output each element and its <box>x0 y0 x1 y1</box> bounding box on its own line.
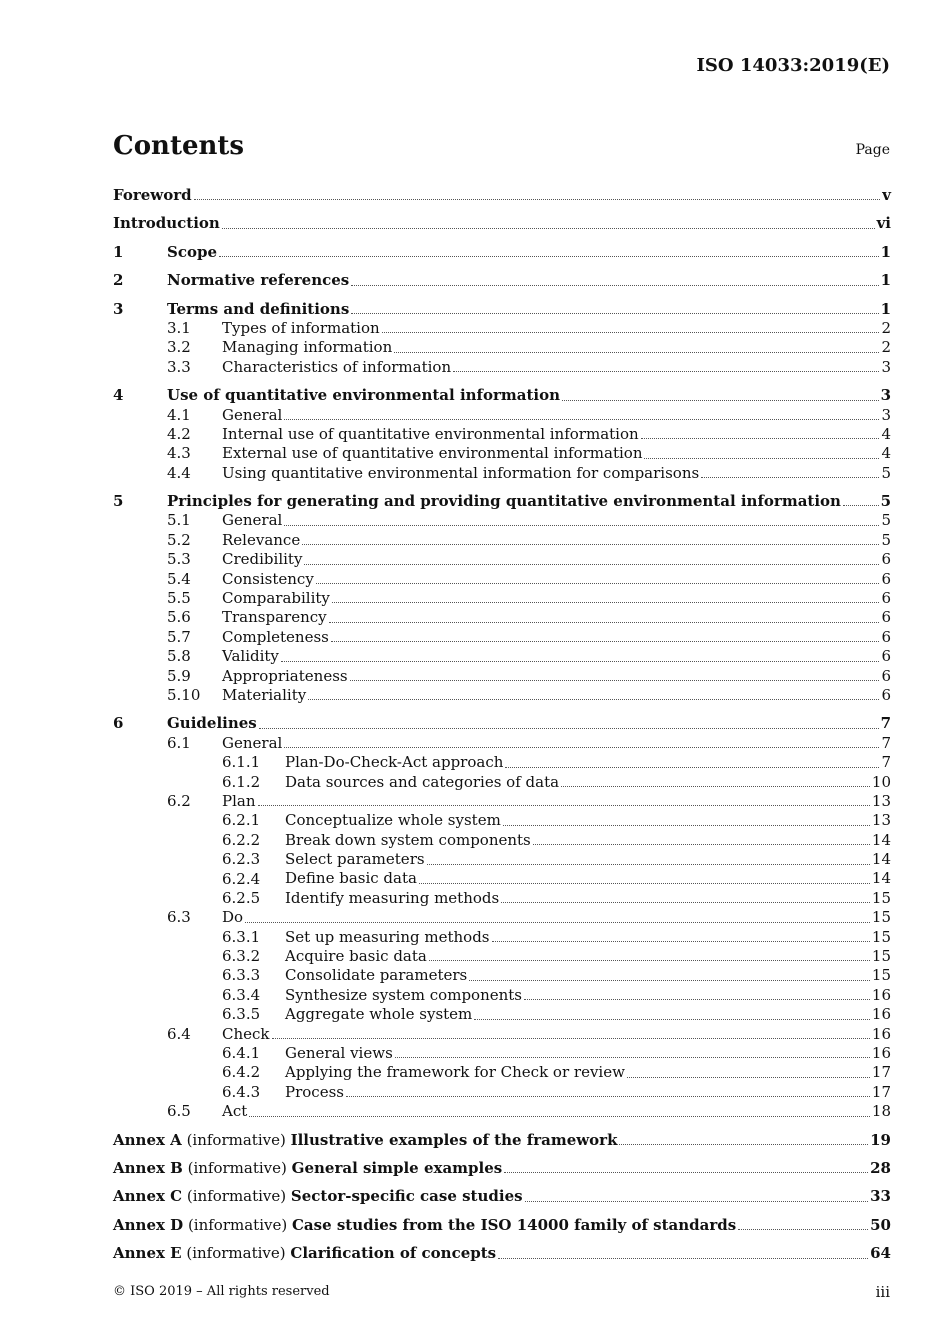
dot-leader <box>222 228 875 229</box>
toc-entry-number: 1 <box>113 242 124 261</box>
dot-leader <box>272 1038 870 1039</box>
toc-entry[interactable] <box>113 753 891 772</box>
toc-entry-page: 14 <box>871 869 891 888</box>
toc-entry-page: 15 <box>871 947 891 966</box>
toc-entry-number: 5.7 <box>167 627 191 646</box>
toc-entry-number: 6.5 <box>167 1102 191 1121</box>
toc-entry-page: 6 <box>881 666 891 685</box>
toc-entry-title: Transparency <box>222 608 327 627</box>
toc-entry-page: 19 <box>870 1130 891 1149</box>
dot-leader <box>561 786 870 787</box>
toc-entry-number: 5.1 <box>167 511 191 530</box>
toc-entry-title: Acquire basic data <box>285 947 427 966</box>
toc-entry-title: Consistency <box>222 569 314 588</box>
toc-entry-title: Applying the framework for Check or review <box>285 1063 625 1082</box>
toc-entry-page: 6 <box>881 685 891 704</box>
dot-leader <box>627 1077 870 1078</box>
toc-entry[interactable] <box>113 1159 891 1178</box>
toc-entry-page: 16 <box>871 985 891 1004</box>
toc-entry[interactable] <box>113 1005 891 1024</box>
toc-entry[interactable] <box>113 928 891 947</box>
dot-leader <box>284 525 879 526</box>
dot-leader <box>701 477 879 478</box>
toc-entry-number: 6.2 <box>167 791 191 810</box>
toc-entry[interactable] <box>113 1131 891 1150</box>
toc-entry-page: 6 <box>881 550 891 569</box>
toc-entry-page: 16 <box>871 1044 891 1062</box>
toc-entry-number: 5.4 <box>167 569 191 588</box>
toc-entry-title: Relevance <box>222 530 301 549</box>
toc-entry-number: 6.3.5 <box>222 1005 261 1024</box>
toc-entry-number: 2 <box>113 271 124 290</box>
toc-entry-number: 4.3 <box>167 444 191 463</box>
toc-entry-title: Principles for generating and providing quantitative environmental information <box>167 492 841 511</box>
toc-entry-page: 10 <box>871 772 891 791</box>
toc-entry-title: Consolidate parameters <box>285 966 468 985</box>
toc-entry-page: 33 <box>870 1187 891 1206</box>
toc-entry-number: 6.3.3 <box>222 966 261 985</box>
toc-entry-page: 15 <box>871 927 891 946</box>
toc-entry-page: 17 <box>871 1082 891 1101</box>
annex-label: Annex E <box>113 1244 182 1263</box>
dot-leader <box>504 1172 868 1173</box>
toc-entry-number: 5.2 <box>167 530 191 549</box>
toc-entry[interactable] <box>113 1216 891 1235</box>
annex-title: Clarification of concepts <box>290 1244 497 1263</box>
toc-entry[interactable] <box>113 214 891 233</box>
dot-leader <box>419 883 870 884</box>
dot-leader <box>498 1258 868 1259</box>
dot-leader <box>219 256 879 257</box>
toc-entry-number: 6.2.3 <box>222 850 261 869</box>
dot-leader <box>194 199 881 200</box>
toc-entry-title <box>113 1159 502 1178</box>
toc-entry[interactable] <box>113 338 891 357</box>
annex-informative-tag: (informative) <box>182 1158 292 1177</box>
toc-entry-number: 6.3.1 <box>222 927 261 946</box>
dot-leader <box>501 902 870 903</box>
toc-entry-page: 16 <box>871 1005 891 1024</box>
toc-entry-title <box>113 1244 496 1263</box>
toc-entry-title: General <box>222 733 283 752</box>
dot-leader <box>644 458 879 459</box>
page-number: iii <box>875 1283 890 1301</box>
toc-entry[interactable] <box>113 608 891 627</box>
dot-leader <box>619 1144 868 1145</box>
dot-leader <box>492 941 870 942</box>
dot-leader <box>316 583 880 584</box>
toc-entry[interactable] <box>113 811 891 830</box>
toc-entry-title: Credibility <box>222 550 303 569</box>
toc-entry-title: Conceptualize whole system <box>285 811 501 830</box>
dot-leader <box>429 960 870 961</box>
toc-entry-title: Characteristics of information <box>222 357 452 376</box>
table-of-contents <box>113 186 891 1264</box>
toc-entry-page: 4 <box>881 444 891 463</box>
toc-entry-title <box>113 1216 736 1235</box>
dot-leader <box>351 313 878 314</box>
toc-entry-number: 6.2.5 <box>222 888 261 907</box>
toc-entry-title: Plan <box>222 791 256 810</box>
toc-entry-number: 4.1 <box>167 405 191 424</box>
dot-leader <box>382 332 880 333</box>
toc-entry-title: Do <box>222 908 244 927</box>
dot-leader <box>351 285 878 286</box>
toc-entry[interactable] <box>113 647 891 666</box>
toc-entry-title: Materiality <box>222 685 307 704</box>
toc-entry[interactable] <box>113 966 891 985</box>
dot-leader <box>843 505 879 506</box>
annex-title: Illustrative examples of the framework <box>290 1130 618 1149</box>
toc-entry[interactable] <box>113 1244 891 1263</box>
dot-leader <box>505 767 879 768</box>
toc-entry[interactable] <box>113 511 891 530</box>
toc-entry-number: 6.3.2 <box>222 947 261 966</box>
toc-entry[interactable] <box>113 531 891 550</box>
toc-entry-page: 13 <box>871 811 891 830</box>
dot-leader <box>308 699 879 700</box>
dot-leader <box>533 844 870 845</box>
toc-entry-number: 5.10 <box>167 685 201 704</box>
toc-entry-number: 6.2.2 <box>222 830 261 849</box>
toc-entry-number: 6 <box>113 714 124 733</box>
toc-entry-number: 5 <box>113 492 124 511</box>
toc-entry[interactable] <box>113 908 891 927</box>
annex-label: Annex C <box>113 1187 183 1206</box>
toc-entry-title: Set up measuring methods <box>285 927 490 946</box>
toc-entry-page: 1 <box>880 299 891 318</box>
dot-leader <box>738 1229 868 1230</box>
toc-entry-page: 6 <box>881 608 891 627</box>
toc-entry[interactable] <box>113 1102 891 1121</box>
dot-leader <box>641 438 880 439</box>
toc-entry-page: 6 <box>881 569 891 588</box>
toc-entry[interactable] <box>113 1063 891 1082</box>
annex-title: Case studies from the ISO 14000 family of standards <box>291 1215 737 1234</box>
toc-entry[interactable] <box>113 792 891 811</box>
toc-entry-title: Foreword <box>113 185 192 204</box>
dot-leader <box>350 680 880 681</box>
toc-entry-number: 6.4.1 <box>222 1044 261 1063</box>
toc-entry-title: Introduction <box>113 214 220 233</box>
toc-entry-number: 5.8 <box>167 647 191 666</box>
toc-entry-title: Use of quantitative environmental information <box>167 386 561 405</box>
toc-entry-number: 6.1.1 <box>222 753 261 772</box>
page-column-label: Page <box>855 142 890 158</box>
toc-entry-title: Validity <box>222 647 279 666</box>
annex-label: Annex D <box>113 1215 184 1234</box>
toc-entry-number: 6.1.2 <box>222 772 261 791</box>
page-title: Contents <box>113 131 245 161</box>
toc-entry-title: Internal use of quantitative environmental information <box>222 424 639 443</box>
toc-entry-page: vi <box>876 214 891 233</box>
toc-entry-page: 6 <box>881 627 891 646</box>
toc-entry-number: 6.3.4 <box>222 985 261 1004</box>
annex-title: Sector-specific case studies <box>290 1187 523 1206</box>
dot-leader <box>259 728 879 729</box>
toc-entry-number: 3.1 <box>167 318 191 337</box>
toc-entry-number: 4.4 <box>167 463 191 482</box>
toc-entry-title: Scope <box>167 242 218 261</box>
toc-entry-page: v <box>882 185 891 204</box>
toc-entry[interactable] <box>113 425 891 444</box>
toc-entry[interactable] <box>113 589 891 608</box>
dot-leader <box>525 1201 869 1202</box>
toc-entry-page: 18 <box>871 1102 891 1121</box>
toc-entry-page: 3 <box>881 357 891 376</box>
toc-entry[interactable] <box>113 889 891 908</box>
annex-informative-tag: (informative) <box>181 1130 291 1149</box>
toc-entry-page: 7 <box>881 733 891 752</box>
toc-entry-title: External use of quantitative environmental information <box>222 444 643 463</box>
dot-leader <box>249 1116 870 1117</box>
dot-leader <box>329 622 880 623</box>
toc-entry-title <box>113 1187 523 1206</box>
toc-entry-number: 3 <box>113 299 124 318</box>
dot-leader <box>469 980 870 981</box>
toc-entry[interactable] <box>113 1044 891 1063</box>
toc-entry-page: 1 <box>880 271 891 290</box>
dot-leader <box>524 999 870 1000</box>
toc-entry-title: Normative references <box>167 271 350 290</box>
dot-leader <box>453 371 879 372</box>
toc-entry-title: Check <box>222 1024 270 1043</box>
toc-entry-number: 6.4.3 <box>222 1082 261 1101</box>
dot-leader <box>332 602 880 603</box>
toc-entry-page: 1 <box>880 242 891 261</box>
toc-entry-page: 6 <box>881 589 891 608</box>
toc-entry-title: General <box>222 405 283 424</box>
dot-leader <box>394 352 879 353</box>
dot-leader <box>562 400 879 401</box>
toc-entry-page: 64 <box>870 1244 891 1263</box>
annex-label: Annex B <box>113 1158 183 1177</box>
toc-entry-page: 15 <box>871 888 891 907</box>
toc-entry-page: 14 <box>871 850 891 869</box>
toc-entry-number: 4.2 <box>167 424 191 443</box>
toc-entry-title: Using quantitative environmental information for comparisons <box>222 463 700 482</box>
annex-label: Annex A <box>113 1130 182 1149</box>
toc-entry[interactable] <box>113 628 891 647</box>
toc-entry-number: 6.2.4 <box>222 869 261 888</box>
toc-entry-number: 3.2 <box>167 338 191 357</box>
toc-entry-page: 15 <box>871 908 891 927</box>
toc-entry-title: Aggregate whole system <box>285 1005 473 1024</box>
toc-entry-page: 13 <box>871 791 891 810</box>
toc-entry-page: 5 <box>881 463 891 482</box>
toc-entry-page: 7 <box>881 753 891 772</box>
toc-entry-number: 5.9 <box>167 666 191 685</box>
toc-entry-page: 5 <box>881 511 891 530</box>
toc-entry-number: 5.6 <box>167 608 191 627</box>
toc-entry-title: Define basic data <box>285 869 417 888</box>
toc-entry-number: 4 <box>113 386 124 405</box>
toc-entry-title: Completeness <box>222 627 329 646</box>
annex-informative-tag: (informative) <box>181 1244 291 1263</box>
toc-entry[interactable] <box>113 986 891 1005</box>
toc-entry[interactable] <box>113 444 891 463</box>
toc-entry[interactable] <box>113 831 891 850</box>
dot-leader <box>346 1096 870 1097</box>
annex-informative-tag: (informative) <box>183 1215 292 1234</box>
toc-entry[interactable] <box>113 271 891 290</box>
toc-entry-title: Terms and definitions <box>167 299 350 318</box>
annex-title: General simple examples <box>291 1158 503 1177</box>
toc-entry[interactable] <box>113 714 891 733</box>
toc-entry-number: 5.5 <box>167 589 191 608</box>
dot-leader <box>503 825 870 826</box>
toc-entry[interactable] <box>113 300 891 319</box>
toc-entry-title: Break down system components <box>285 830 531 849</box>
toc-entry-number: 3.3 <box>167 357 191 376</box>
toc-entry[interactable] <box>113 1025 891 1044</box>
toc-entry-page: 6 <box>881 647 891 666</box>
toc-entry[interactable] <box>113 186 891 205</box>
toc-entry[interactable] <box>113 1187 891 1206</box>
dot-leader <box>331 641 880 642</box>
toc-entry[interactable] <box>113 850 891 869</box>
toc-entry-title: Appropriateness <box>222 666 348 685</box>
toc-entry-title: Identify measuring methods <box>285 888 500 907</box>
toc-entry-title: Managing information <box>222 338 393 357</box>
toc-entry-title: Plan-Do-Check-Act approach <box>285 753 504 772</box>
dot-leader <box>304 564 879 565</box>
toc-entry-page: 17 <box>871 1063 891 1082</box>
toc-entry[interactable] <box>113 947 891 966</box>
toc-entry[interactable] <box>113 773 891 792</box>
toc-entry-title: Guidelines <box>167 714 257 733</box>
toc-entry-title: Comparability <box>222 589 330 608</box>
toc-entry-title: Select parameters <box>285 850 425 869</box>
toc-entry-title: Synthesize system components <box>285 985 522 1004</box>
dot-leader <box>474 1019 870 1020</box>
dot-leader <box>427 864 870 865</box>
toc-entry-page: 5 <box>880 492 891 511</box>
toc-entry[interactable] <box>113 870 891 889</box>
toc-entry-page: 50 <box>870 1215 891 1234</box>
toc-entry-page: 4 <box>881 424 891 443</box>
toc-entry-page: 7 <box>880 714 891 733</box>
toc-entry-title: Types of information <box>222 318 380 337</box>
toc-entry[interactable] <box>113 550 891 569</box>
dot-leader <box>302 544 879 545</box>
toc-entry-title: Act <box>222 1102 248 1121</box>
toc-entry[interactable] <box>113 492 891 511</box>
toc-entry-number: 6.4 <box>167 1024 191 1043</box>
toc-entry[interactable] <box>113 319 891 338</box>
toc-entry[interactable] <box>113 667 891 686</box>
toc-entry-page: 3 <box>881 405 891 424</box>
toc-entry-title: General views <box>285 1044 393 1062</box>
toc-entry-page: 3 <box>880 386 891 405</box>
dot-leader <box>258 805 870 806</box>
dot-leader <box>284 747 879 748</box>
toc-entry-page: 14 <box>871 830 891 849</box>
annex-informative-tag: (informative) <box>182 1187 291 1206</box>
toc-entry[interactable] <box>113 464 891 483</box>
toc-entry-number: 6.3 <box>167 908 191 927</box>
toc-entry[interactable] <box>113 1083 891 1102</box>
toc-entry-title <box>113 1131 617 1150</box>
toc-entry-page: 28 <box>870 1158 891 1177</box>
toc-entry[interactable] <box>113 358 891 377</box>
toc-entry[interactable] <box>113 570 891 589</box>
toc-entry-page: 16 <box>871 1024 891 1043</box>
toc-entry-number: 5.3 <box>167 550 191 569</box>
toc-entry-number: 6.1 <box>167 733 191 752</box>
dot-leader <box>395 1057 870 1058</box>
toc-entry-number: 6.2.1 <box>222 811 261 830</box>
toc-entry-page: 15 <box>871 966 891 985</box>
toc-entry-page: 2 <box>881 338 891 357</box>
toc-entry-title: General <box>222 511 283 530</box>
toc-entry[interactable] <box>113 386 891 405</box>
toc-entry-title: Process <box>285 1082 344 1101</box>
dot-leader <box>284 419 879 420</box>
dot-leader <box>245 922 870 923</box>
copyright-notice: © ISO 2019 – All rights reserved <box>113 1284 330 1299</box>
toc-entry[interactable] <box>113 406 891 425</box>
dot-leader <box>281 661 880 662</box>
toc-entry-title: Data sources and categories of data <box>285 772 560 791</box>
toc-entry[interactable] <box>113 734 891 753</box>
toc-entry-number: 6.4.2 <box>222 1063 261 1082</box>
toc-entry[interactable] <box>113 243 891 262</box>
toc-entry-page: 5 <box>881 530 891 549</box>
toc-entry-page: 2 <box>881 318 891 337</box>
toc-entry[interactable] <box>113 686 891 705</box>
document-id: ISO 14033:2019(E) <box>696 55 890 76</box>
